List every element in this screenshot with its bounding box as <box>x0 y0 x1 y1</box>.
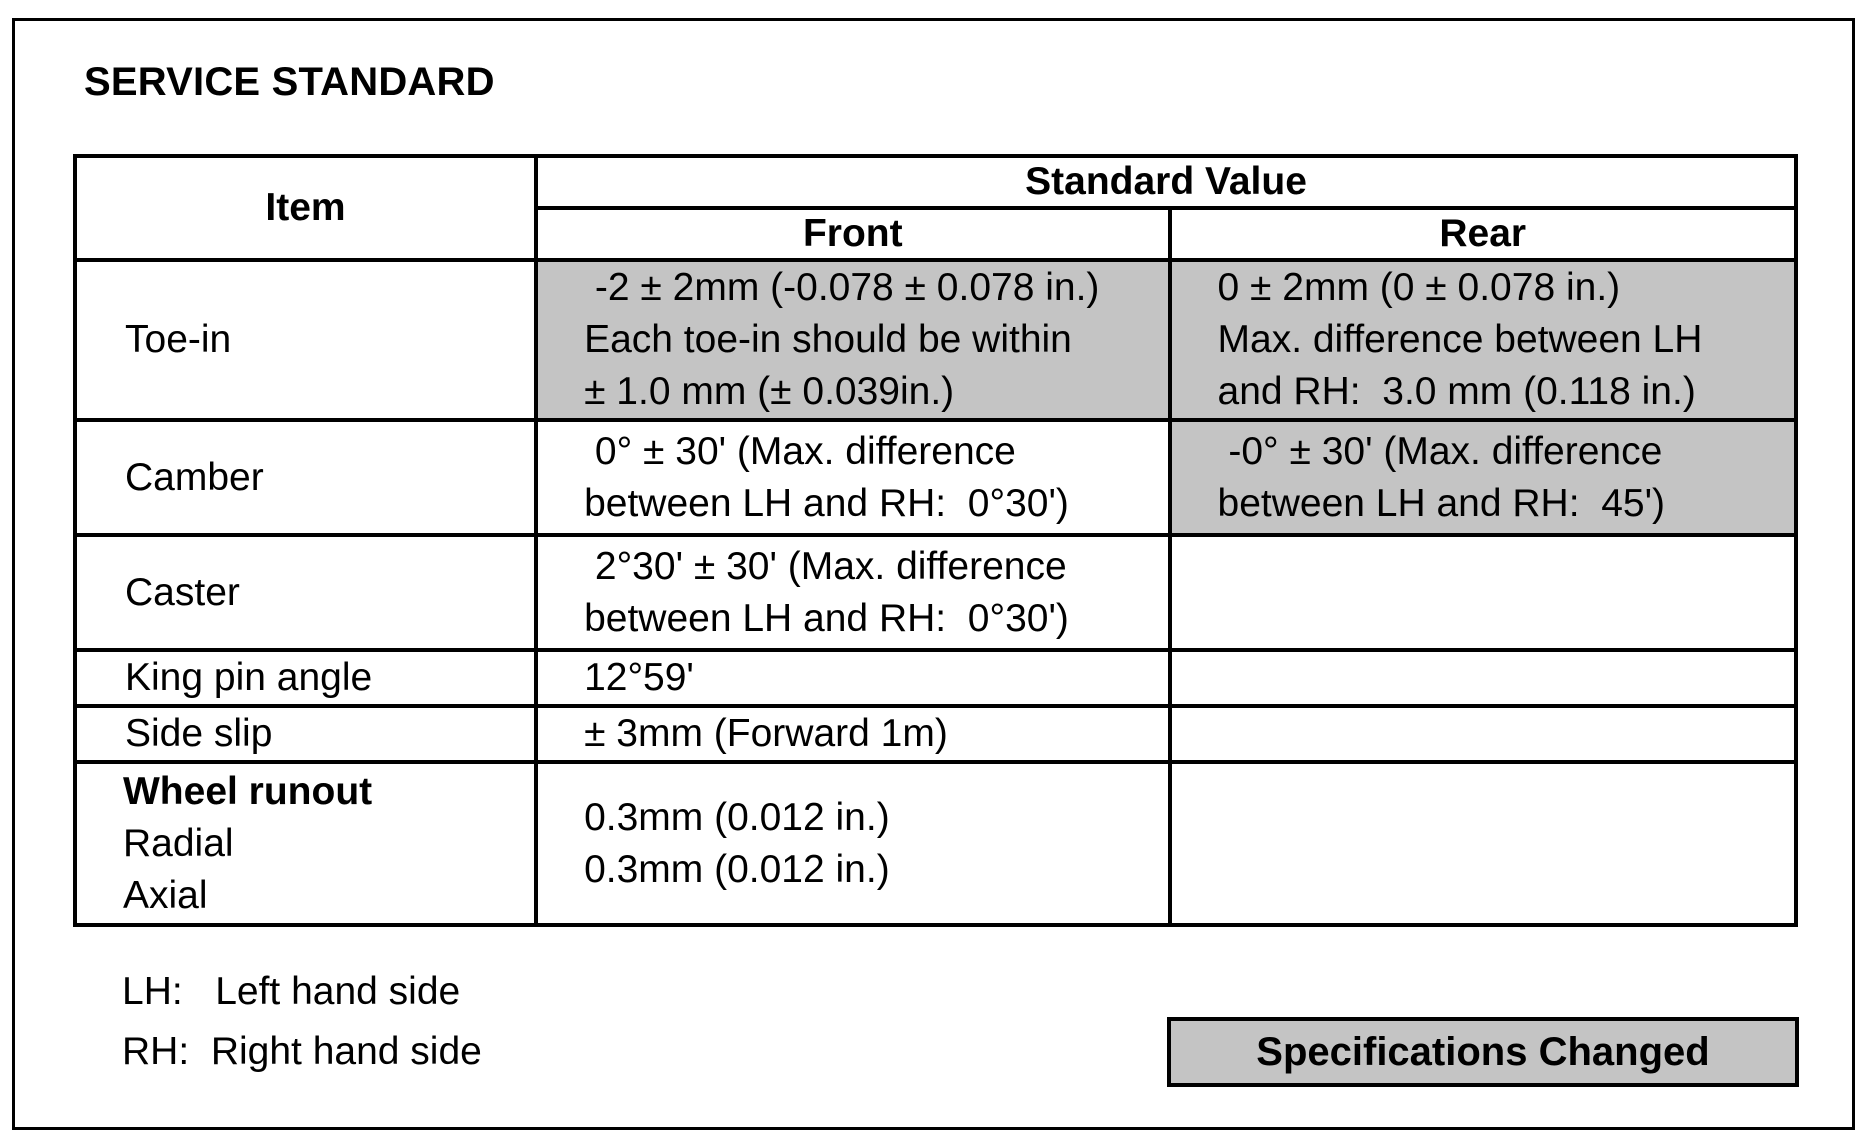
table-row-side-slip <box>75 706 1796 762</box>
row-item: Toe-in <box>75 260 536 420</box>
row-item <box>75 762 536 925</box>
value-line: 12°59' <box>584 656 694 699</box>
value-line: between LH and RH: 45') <box>1217 481 1666 525</box>
value-line: ± 1.0 mm (± 0.039in.) <box>584 370 955 413</box>
rear-value-cell <box>1170 762 1796 925</box>
value-line: Max. difference between LH <box>1217 318 1703 361</box>
value-line: 2°30' ± 30' (Max. difference <box>584 544 1067 588</box>
legend-rh: RH: Right hand side <box>122 1030 482 1073</box>
value-line: 0 ± 2mm (0 ± 0.078 in.) <box>1217 266 1621 309</box>
table-row-wheel-runout <box>75 762 1796 925</box>
value-line: 0.3mm (0.012 in.) <box>584 795 890 839</box>
row-item-subline: Radial <box>123 821 234 865</box>
service-standard-table <box>73 154 1798 927</box>
front-value-cell <box>536 260 1169 420</box>
value-line: and RH: 3.0 mm (0.118 in.) <box>1217 370 1696 413</box>
header-item: Item <box>75 156 536 260</box>
row-item: Side slip <box>75 706 536 762</box>
row-item: King pin angle <box>75 650 536 706</box>
value-line: -2 ± 2mm (-0.078 ± 0.078 in.) <box>584 266 1100 309</box>
header-front: Front <box>536 208 1169 260</box>
value-line: 0° ± 30' (Max. difference <box>584 429 1016 473</box>
rear-value-cell <box>1170 535 1796 650</box>
value-line: 0.3mm (0.012 in.) <box>584 847 890 891</box>
legend-lh: LH: Left hand side <box>122 970 461 1013</box>
value-line: -0° ± 30' (Max. difference <box>1217 429 1663 473</box>
value-line: ± 3mm (Forward 1m) <box>584 712 948 755</box>
front-value-cell <box>536 535 1169 650</box>
value-line: between LH and RH: 0°30') <box>584 481 1069 525</box>
rear-value-cell <box>1170 706 1796 762</box>
rear-value-cell <box>1170 650 1796 706</box>
table-row-caster <box>75 535 1796 650</box>
specifications-changed-legend: Specifications Changed <box>1167 1017 1799 1087</box>
value-line: Each toe-in should be within <box>584 318 1072 361</box>
table-row-king-pin-angle <box>75 650 1796 706</box>
front-value-cell <box>536 650 1169 706</box>
table-row-camber <box>75 420 1796 535</box>
page-title: SERVICE STANDARD <box>84 60 495 104</box>
header-rear: Rear <box>1170 208 1796 260</box>
header-standard-value: Standard Value <box>536 156 1796 208</box>
value-line: between LH and RH: 0°30') <box>584 596 1069 640</box>
front-value-cell <box>536 706 1169 762</box>
row-item: Camber <box>75 420 536 535</box>
row-item: Caster <box>75 535 536 650</box>
rear-value-cell <box>1170 420 1796 535</box>
front-value-cell <box>536 420 1169 535</box>
front-value-cell <box>536 762 1169 925</box>
row-item-heading: Wheel runout <box>123 769 373 813</box>
table-row-toe-in <box>75 260 1796 420</box>
row-item-subline: Axial <box>123 873 208 917</box>
rear-value-cell <box>1170 260 1796 420</box>
